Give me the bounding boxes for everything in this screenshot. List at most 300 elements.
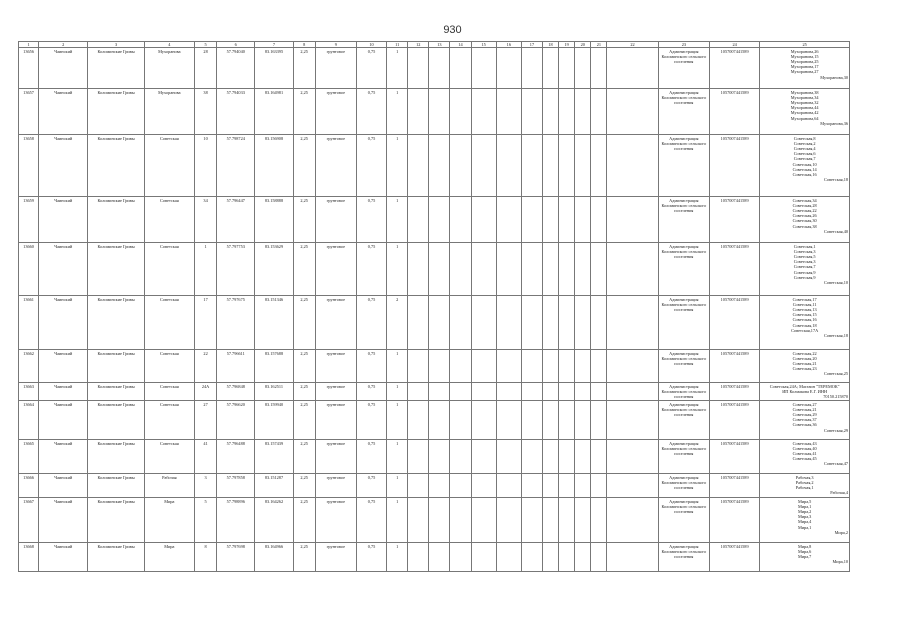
empty-cell — [521, 474, 542, 498]
served-address-line: Мира,10 — [832, 559, 848, 565]
table-row — [19, 498, 850, 543]
served-address-line: Советская,18 — [792, 322, 817, 328]
house-cell: 5 — [195, 498, 217, 543]
cover-type-cell: грунтовое — [315, 48, 356, 89]
served-address-line: Советская,29 — [823, 427, 848, 433]
owner-organization-line: поселения — [674, 553, 694, 559]
cover-type-cell: грунтовое — [315, 197, 356, 243]
served-address-line: Советская,2 — [793, 140, 816, 146]
served-addresses-cell — [760, 440, 850, 474]
served-addresses-cell — [760, 350, 850, 383]
owner-organization-line: поселения — [674, 393, 694, 399]
served-addresses-cell — [760, 498, 850, 543]
empty-cell — [496, 48, 521, 89]
latitude-cell: 57.796611 — [217, 350, 255, 383]
empty-cell — [496, 296, 521, 350]
street-cell: Мухоранова — [144, 89, 194, 135]
served-address-line: Советская,6 — [793, 151, 816, 157]
served-address-line: Советская,22 — [792, 207, 817, 213]
district-cell: Чаинский — [39, 135, 88, 197]
settlement-cell: Коломинские Гривы — [88, 498, 144, 543]
empty-cell — [575, 498, 591, 543]
empty-cell — [408, 401, 429, 440]
owner-organization-line: Коломинского сельского — [661, 53, 707, 59]
empty-cell — [429, 243, 450, 296]
street-cell: Мира — [144, 498, 194, 543]
owner-organization-line: Коломинского сельского — [661, 503, 707, 509]
owner-organization-line: Администрация — [669, 350, 699, 356]
owner-organization-line: Коломинского сельского — [661, 406, 707, 412]
served-address-line: Мухоранова,42 — [790, 110, 819, 116]
district-cell: Чаинский — [39, 543, 88, 572]
row-id: 13666 — [19, 474, 39, 498]
served-address-line: Советская,29 — [792, 411, 817, 417]
house-cell: 38 — [195, 89, 217, 135]
served-address-line: Мира,6 — [797, 548, 812, 554]
empty-cell — [450, 474, 471, 498]
column-number-header: 6 — [217, 42, 255, 48]
empty-cell — [521, 498, 542, 543]
empty-cell — [450, 89, 471, 135]
street-cell: Советская — [144, 350, 194, 383]
empty-cell — [607, 135, 658, 197]
container-count-cell: 1 — [387, 401, 408, 440]
empty-cell — [521, 197, 542, 243]
column-number-header: 25 — [760, 42, 850, 48]
served-address-line: Советская,7 — [793, 264, 816, 270]
owner-organization-line: Коломинского сельского — [661, 445, 707, 451]
container-count-cell: 1 — [387, 474, 408, 498]
empty-cell — [591, 296, 607, 350]
empty-cell — [607, 383, 658, 401]
row-id: 13661 — [19, 296, 39, 350]
empty-cell — [575, 543, 591, 572]
owner-organization-line: Администрация — [669, 243, 699, 249]
served-address-line: Советская,28 — [792, 202, 817, 208]
served-address-line: Советская,24А; Магазин "ТЕРЕМОК" — [769, 383, 840, 389]
table-row — [19, 350, 850, 383]
empty-cell — [408, 383, 429, 401]
row-id: 13662 — [19, 350, 39, 383]
empty-cell — [496, 401, 521, 440]
table-row — [19, 135, 850, 197]
empty-cell — [521, 89, 542, 135]
empty-cell — [471, 350, 496, 383]
table-row — [19, 197, 850, 243]
served-address-line: Мира,8 — [797, 543, 812, 549]
ogrn-cell: 1057007441589 — [709, 401, 759, 440]
served-address-line: Советская,10 — [823, 279, 848, 285]
longitude-cell: 83.164966 — [255, 543, 293, 572]
served-address-line: Советская,11 — [792, 301, 817, 307]
served-address-line: Советская,25 — [823, 371, 848, 377]
empty-cell — [450, 350, 471, 383]
empty-cell — [496, 89, 521, 135]
area-cell: 2,25 — [293, 350, 315, 383]
owner-organization-cell — [658, 135, 709, 197]
empty-cell — [471, 383, 496, 401]
owner-organization-line: Коломинского сельского — [661, 355, 707, 361]
served-address-line: Мухоранова,34 — [790, 94, 819, 100]
volume-cell: 0,75 — [356, 383, 386, 401]
empty-cell — [607, 474, 658, 498]
column-number-header: 18 — [543, 42, 559, 48]
area-cell: 2,25 — [293, 498, 315, 543]
street-cell: Советская — [144, 197, 194, 243]
empty-cell — [521, 543, 542, 572]
served-address-line: Советская,27 — [792, 401, 817, 407]
ogrn-cell: 1057007441589 — [709, 498, 759, 543]
latitude-cell: 57.797753 — [217, 243, 255, 296]
latitude-cell: 57.798724 — [217, 135, 255, 197]
empty-cell — [559, 89, 575, 135]
empty-cell — [543, 543, 559, 572]
longitude-cell: 83.151287 — [255, 474, 293, 498]
served-address-line: Мухоранова,15 — [790, 53, 819, 59]
house-cell: 10 — [195, 135, 217, 197]
empty-cell — [559, 197, 575, 243]
settlement-cell: Коломинские Гривы — [88, 243, 144, 296]
column-number-header: 10 — [356, 42, 386, 48]
served-address-line: Советская,13 — [792, 306, 817, 312]
empty-cell — [543, 401, 559, 440]
served-address-line: Советская,17 — [792, 296, 817, 302]
street-cell: Советская — [144, 440, 194, 474]
served-address-line: Советская,45 — [792, 456, 817, 462]
served-address-line: Советская,37 — [792, 417, 817, 423]
empty-cell — [471, 197, 496, 243]
volume-cell: 0,75 — [356, 440, 386, 474]
served-addresses-cell — [760, 401, 850, 440]
empty-cell — [521, 440, 542, 474]
volume-cell: 0,75 — [356, 474, 386, 498]
empty-cell — [429, 296, 450, 350]
district-cell: Чаинский — [39, 474, 88, 498]
served-address-line: Советская,47 — [823, 461, 848, 467]
table-row — [19, 89, 850, 135]
empty-cell — [591, 543, 607, 572]
owner-organization-line: Администрация — [669, 498, 699, 504]
page-number: 930 — [443, 24, 462, 36]
empty-cell — [559, 383, 575, 401]
owner-organization-cell — [658, 440, 709, 474]
volume-cell: 0,75 — [356, 401, 386, 440]
district-cell: Чаинский — [39, 350, 88, 383]
longitude-cell: 83.153629 — [255, 243, 293, 296]
container-count-cell: 1 — [387, 498, 408, 543]
container-count-cell: 1 — [387, 243, 408, 296]
district-cell: Чаинский — [39, 296, 88, 350]
served-address-line: Рабочая,2 — [795, 479, 814, 485]
column-number-header: 9 — [315, 42, 356, 48]
served-address-line: Советская,16 — [792, 171, 817, 177]
column-number-header: 11 — [387, 42, 408, 48]
volume-cell: 0,75 — [356, 243, 386, 296]
empty-cell — [607, 197, 658, 243]
empty-cell — [450, 498, 471, 543]
empty-cell — [408, 498, 429, 543]
longitude-cell: 83.151346 — [255, 296, 293, 350]
served-address-line: Мухоранова,25 — [790, 58, 819, 64]
area-cell: 2,25 — [293, 543, 315, 572]
cover-type-cell: грунтовое — [315, 243, 356, 296]
empty-cell — [559, 243, 575, 296]
empty-cell — [607, 296, 658, 350]
empty-cell — [471, 48, 496, 89]
empty-cell — [521, 350, 542, 383]
served-address-line: Советская,15 — [792, 312, 817, 318]
empty-cell — [408, 243, 429, 296]
empty-cell — [607, 89, 658, 135]
served-address-line: Советская,41 — [792, 450, 817, 456]
cover-type-cell: грунтовое — [315, 440, 356, 474]
owner-organization-line: Администрация — [669, 543, 699, 549]
empty-cell — [429, 383, 450, 401]
longitude-cell: 83.157688 — [255, 350, 293, 383]
owner-organization-line: поселения — [674, 253, 694, 259]
row-id: 13660 — [19, 243, 39, 296]
volume-cell: 0,75 — [356, 498, 386, 543]
empty-cell — [575, 474, 591, 498]
empty-cell — [543, 197, 559, 243]
empty-cell — [607, 440, 658, 474]
served-address-line: Мира,2 — [797, 508, 812, 514]
owner-organization-line: Коломинского сельского — [661, 388, 707, 394]
table-row — [19, 243, 850, 296]
empty-cell — [575, 440, 591, 474]
settlement-cell: Коломинские Гривы — [88, 89, 144, 135]
served-address-line: Мухоранова,26 — [790, 48, 819, 54]
served-addresses-cell — [760, 89, 850, 135]
owner-organization-line: Коломинского сельского — [661, 301, 707, 307]
empty-cell — [591, 350, 607, 383]
column-number-header: 16 — [496, 42, 521, 48]
latitude-cell: 57.797675 — [217, 296, 255, 350]
empty-cell — [450, 383, 471, 401]
volume-cell: 0,75 — [356, 296, 386, 350]
served-address-line: Советская,18 — [823, 177, 848, 183]
house-cell: 24А — [195, 383, 217, 401]
cover-type-cell: грунтовое — [315, 401, 356, 440]
served-addresses-cell — [760, 474, 850, 498]
served-address-line: Советская,18 — [823, 332, 848, 338]
empty-cell — [408, 474, 429, 498]
street-cell: Мухоранова — [144, 48, 194, 89]
table-body — [19, 48, 850, 572]
empty-cell — [471, 498, 496, 543]
served-address-line: Советская,34 — [792, 197, 817, 203]
column-number-header: 3 — [88, 42, 144, 48]
empty-cell — [559, 350, 575, 383]
row-id: 13658 — [19, 135, 39, 197]
latitude-cell: 57.796620 — [217, 401, 255, 440]
house-cell: 8 — [195, 543, 217, 572]
street-cell: Мира — [144, 543, 194, 572]
owner-organization-cell — [658, 296, 709, 350]
latitude-cell: 57.796447 — [217, 197, 255, 243]
empty-cell — [471, 89, 496, 135]
served-address-line: Рабочая,1 — [795, 484, 814, 490]
served-address-line: Советская,16 — [792, 317, 817, 323]
empty-cell — [521, 401, 542, 440]
street-cell: Советская — [144, 135, 194, 197]
owner-organization-line: Администрация — [669, 383, 699, 389]
empty-cell — [543, 48, 559, 89]
area-cell: 2,25 — [293, 197, 315, 243]
empty-cell — [429, 543, 450, 572]
empty-cell — [471, 135, 496, 197]
volume-cell: 0,75 — [356, 48, 386, 89]
empty-cell — [607, 543, 658, 572]
column-number-header: 20 — [575, 42, 591, 48]
owner-organization-line: Администрация — [669, 197, 699, 203]
longitude-cell: 83.158888 — [255, 197, 293, 243]
house-cell: 34 — [195, 197, 217, 243]
settlement-cell: Коломинские Гривы — [88, 135, 144, 197]
district-cell: Чаинский — [39, 498, 88, 543]
area-cell: 2,25 — [293, 296, 315, 350]
owner-organization-line: Администрация — [669, 440, 699, 446]
served-address-line: Советская,26 — [792, 213, 817, 219]
empty-cell — [450, 296, 471, 350]
volume-cell: 0,75 — [356, 543, 386, 572]
column-number-header: 17 — [521, 42, 542, 48]
ogrn-cell: 1057007441589 — [709, 135, 759, 197]
empty-cell — [429, 197, 450, 243]
served-address-line: Советская,17А — [791, 327, 819, 333]
owner-organization-line: поселения — [674, 508, 694, 514]
empty-cell — [429, 498, 450, 543]
owner-organization-line: Коломинского сельского — [661, 140, 707, 146]
owner-organization-cell — [658, 48, 709, 89]
owner-organization-line: поселения — [674, 360, 694, 366]
row-id: 13659 — [19, 197, 39, 243]
empty-cell — [591, 135, 607, 197]
row-id: 13664 — [19, 401, 39, 440]
empty-cell — [496, 135, 521, 197]
empty-cell — [471, 440, 496, 474]
empty-cell — [559, 440, 575, 474]
empty-cell — [607, 48, 658, 89]
served-address-line: Советская,40 — [823, 228, 848, 234]
cover-type-cell: грунтовое — [315, 350, 356, 383]
ogrn-cell: 1057007441589 — [709, 296, 759, 350]
served-addresses-cell — [760, 48, 850, 89]
empty-cell — [591, 401, 607, 440]
served-addresses-cell — [760, 543, 850, 572]
empty-cell — [575, 401, 591, 440]
empty-cell — [429, 474, 450, 498]
served-address-line: Мухоранова,27 — [790, 69, 819, 75]
empty-cell — [471, 296, 496, 350]
empty-cell — [408, 440, 429, 474]
column-number-header: 15 — [471, 42, 496, 48]
street-cell: Советская — [144, 296, 194, 350]
longitude-cell: 83.163395 — [255, 48, 293, 89]
empty-cell — [607, 243, 658, 296]
empty-cell — [575, 350, 591, 383]
empty-cell — [408, 543, 429, 572]
settlement-cell: Коломинские Гривы — [88, 474, 144, 498]
container-count-cell: 1 — [387, 383, 408, 401]
column-number-header: 8 — [293, 42, 315, 48]
container-count-cell: 1 — [387, 543, 408, 572]
served-addresses-cell — [760, 197, 850, 243]
owner-organization-cell — [658, 474, 709, 498]
area-cell: 2,25 — [293, 243, 315, 296]
empty-cell — [496, 498, 521, 543]
empty-cell — [543, 474, 559, 498]
served-address-line: Советская,9 — [793, 269, 816, 275]
column-number-header: 4 — [144, 42, 194, 48]
empty-cell — [450, 48, 471, 89]
served-address-line: Мира,1 — [797, 524, 812, 530]
empty-cell — [450, 197, 471, 243]
cover-type-cell: грунтовое — [315, 543, 356, 572]
owner-organization-line: поселения — [674, 450, 694, 456]
volume-cell: 0,75 — [356, 89, 386, 135]
settlement-cell: Коломинские Гривы — [88, 440, 144, 474]
served-address-line: Мира,3 — [797, 514, 812, 520]
table-row — [19, 440, 850, 474]
served-addresses-cell — [760, 135, 850, 197]
empty-cell — [429, 135, 450, 197]
empty-cell — [591, 440, 607, 474]
empty-cell — [559, 135, 575, 197]
empty-cell — [496, 440, 521, 474]
served-address-line: Мухоранова,30 — [820, 74, 848, 80]
empty-cell — [496, 543, 521, 572]
served-address-line: Рабочая,3 — [795, 474, 814, 480]
empty-cell — [471, 543, 496, 572]
volume-cell: 0,75 — [356, 197, 386, 243]
empty-cell — [496, 243, 521, 296]
table-row — [19, 401, 850, 440]
house-cell: 28 — [195, 48, 217, 89]
served-address-line: Советская,5 — [793, 253, 816, 259]
container-count-cell: 1 — [387, 350, 408, 383]
district-cell: Чаинский — [39, 48, 88, 89]
empty-cell — [543, 89, 559, 135]
row-id: 13668 — [19, 543, 39, 572]
empty-cell — [429, 440, 450, 474]
ogrn-cell: 1057007441589 — [709, 48, 759, 89]
empty-cell — [559, 296, 575, 350]
longitude-cell: 83.164262 — [255, 498, 293, 543]
ogrn-cell: 1057007441589 — [709, 383, 759, 401]
column-number-header: 13 — [429, 42, 450, 48]
owner-organization-cell — [658, 401, 709, 440]
street-cell: Советская — [144, 383, 194, 401]
ogrn-cell: 1057007441589 — [709, 350, 759, 383]
table-row — [19, 474, 850, 498]
street-cell: Советская — [144, 243, 194, 296]
owner-organization-cell — [658, 350, 709, 383]
owner-organization-line: Администрация — [669, 48, 699, 54]
empty-cell — [591, 243, 607, 296]
empty-cell — [429, 401, 450, 440]
register-table — [18, 41, 850, 572]
empty-cell — [559, 48, 575, 89]
empty-cell — [496, 474, 521, 498]
empty-cell — [591, 474, 607, 498]
owner-organization-line: Коломинского сельского — [661, 248, 707, 254]
longitude-cell: 83.157439 — [255, 440, 293, 474]
empty-cell — [521, 296, 542, 350]
area-cell: 2,25 — [293, 89, 315, 135]
area-cell: 2,25 — [293, 401, 315, 440]
empty-cell — [496, 197, 521, 243]
